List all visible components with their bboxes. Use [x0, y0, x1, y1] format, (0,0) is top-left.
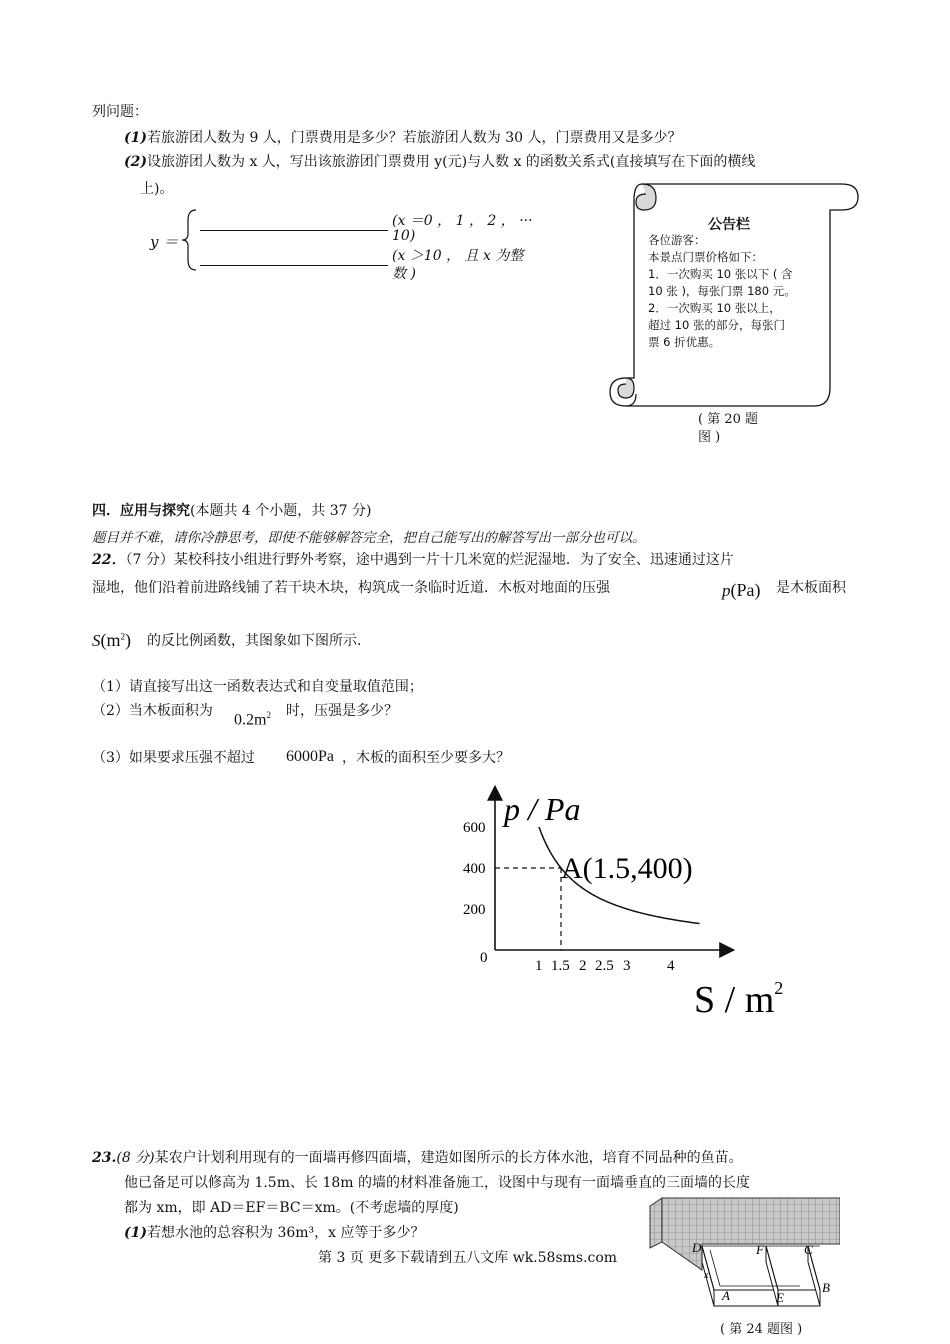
q21-part2: (2)设旅游团人数为 x 人，写出该旅游团门票费用 y(元)与人数 x 的函数关系式(直接填写在下面的横线	[124, 154, 756, 170]
y-equals: y ＝	[150, 233, 179, 251]
origin-label: 0	[480, 950, 488, 966]
q22-line2: 湿地，他们沿着前进路线铺了若干块木块，构筑成一条临时近道．木板对地面的压强	[92, 580, 610, 596]
notice-line: 各位游客：	[648, 233, 706, 247]
q23-line3: 都为 xm，即 AD＝EF＝BC＝xm。(不考虑墙的厚度)	[124, 1200, 459, 1216]
y-ticks	[463, 820, 486, 918]
q22-sub3-end: ，木板的面积至少要多大？	[342, 750, 510, 766]
notice-line: 超过 10 张的部分，每张门	[648, 318, 785, 332]
label-A: A	[722, 1288, 730, 1303]
q22-area-symbol: $S(m^2)$	[92, 630, 131, 650]
point-a-label: A(1.5,400)	[561, 852, 693, 885]
notice-line: 票 6 折优惠。	[648, 335, 721, 349]
section-title: 四．应用与探究(本题共 4 个小题，共 37 分)	[92, 503, 372, 519]
case1-condition: (x ＝0 ， 1 ， 2 ， ···	[392, 213, 533, 229]
answer-line-2[interactable]	[200, 265, 388, 266]
notice-line: 10 张 )，每张门票 180 元。	[648, 284, 796, 298]
q22-sub2-value: $0.2m^2$	[234, 710, 271, 729]
q22-sub3: （3）如果要求压强不超过	[92, 750, 255, 766]
label-F: F	[756, 1242, 764, 1257]
existing-wall	[662, 1198, 840, 1270]
brace-icon	[180, 208, 200, 272]
label-B: B	[822, 1280, 830, 1295]
q22-pressure-symbol: p(Pa)	[722, 580, 761, 600]
label-E: E	[776, 1290, 784, 1305]
y-tick-label: 600	[463, 820, 486, 836]
q22-line2-end: 是木板面积	[776, 580, 846, 596]
x-tick-label: 1.5	[551, 958, 570, 974]
page-footer: 第 3 页 更多下载请到五八文库 wk.58sms.com	[318, 1250, 618, 1266]
notice-caption: ( 第 20 题	[698, 412, 759, 427]
case2-condition-cont: 数 )	[392, 266, 416, 282]
section-hint: 题目并不难，请你冷静思考，即使不能够解答完全，把自己能写出的解答写出一部分也可以。	[92, 530, 646, 546]
x-tick-label: 1	[535, 958, 543, 974]
q22-sub3-value: 6000Pa	[286, 748, 334, 765]
pressure-area-chart	[450, 780, 790, 1030]
label-x: x	[704, 1270, 709, 1281]
pool-figure	[640, 1190, 840, 1320]
case2-condition: (x ＞10 ， 且 x 为整	[392, 248, 524, 264]
notice-line: 2．一次购买 10 张以上，	[648, 301, 781, 315]
q23-line2: 他已备足可以修高为 1.5m、长 18m 的墙的材料准备施工，设图中与现有一面墙垂直的三面墙的长度	[124, 1175, 750, 1191]
q22-sub2-end: 时，压强是多少？	[286, 703, 398, 719]
q21-part1: (1)若旅游团人数为 9 人，门票费用是多少？若旅游团人数为 30 人，门票费用又是多少？	[124, 130, 682, 146]
q23-sub1: (1)若想水池的总容积为 36m³，x 应等于多少？	[124, 1225, 425, 1241]
answer-line-1[interactable]	[200, 230, 388, 231]
q23-line1: 23.(8 分)某农户计划利用现有的一面墙再修四面墙，建造如图所示的长方体水池，培育不同品种的鱼苗。	[92, 1150, 743, 1166]
notice-line: 本景点门票价格如下：	[648, 250, 763, 264]
notice-line: 1．一次购买 10 张以下 ( 含	[648, 267, 793, 281]
case1-condition-cont: 10)	[392, 228, 416, 244]
label-C: C	[804, 1242, 813, 1257]
x-tick-label: 3	[623, 958, 631, 974]
notice-caption-cont: 图 )	[698, 430, 721, 445]
q21-intro: 列问题：	[92, 104, 148, 120]
y-tick-label: 200	[463, 902, 486, 918]
x-axis-label: S / $m^2$	[694, 978, 784, 1021]
x-ticks	[535, 958, 675, 974]
y-axis-label: p / Pa	[504, 791, 581, 827]
x-tick-label: 2	[579, 958, 587, 974]
q21-part2-cont: 上)。	[140, 181, 174, 197]
q22-line3: 的反比例函数，其图象如下图所示．	[147, 633, 371, 649]
q22-sub2: （2）当木板面积为	[92, 703, 213, 719]
label-D: D	[692, 1240, 702, 1255]
notice-title: 公告栏	[708, 217, 750, 233]
x-tick-label: 2.5	[595, 958, 614, 974]
x-tick-label: 4	[667, 958, 675, 974]
notice-body	[648, 232, 826, 351]
pool-figure-caption: ( 第 24 题图 )	[720, 1322, 803, 1337]
q22-line1: 22．（7 分）某校科技小组进行野外考察，途中遇到一片十几米宽的烂泥湿地．为了安全、迅速通过这片	[92, 552, 734, 568]
y-tick-label: 400	[463, 861, 486, 877]
q22-sub1: （1）请直接写出这一函数表达式和自变量取值范围；	[92, 679, 423, 695]
